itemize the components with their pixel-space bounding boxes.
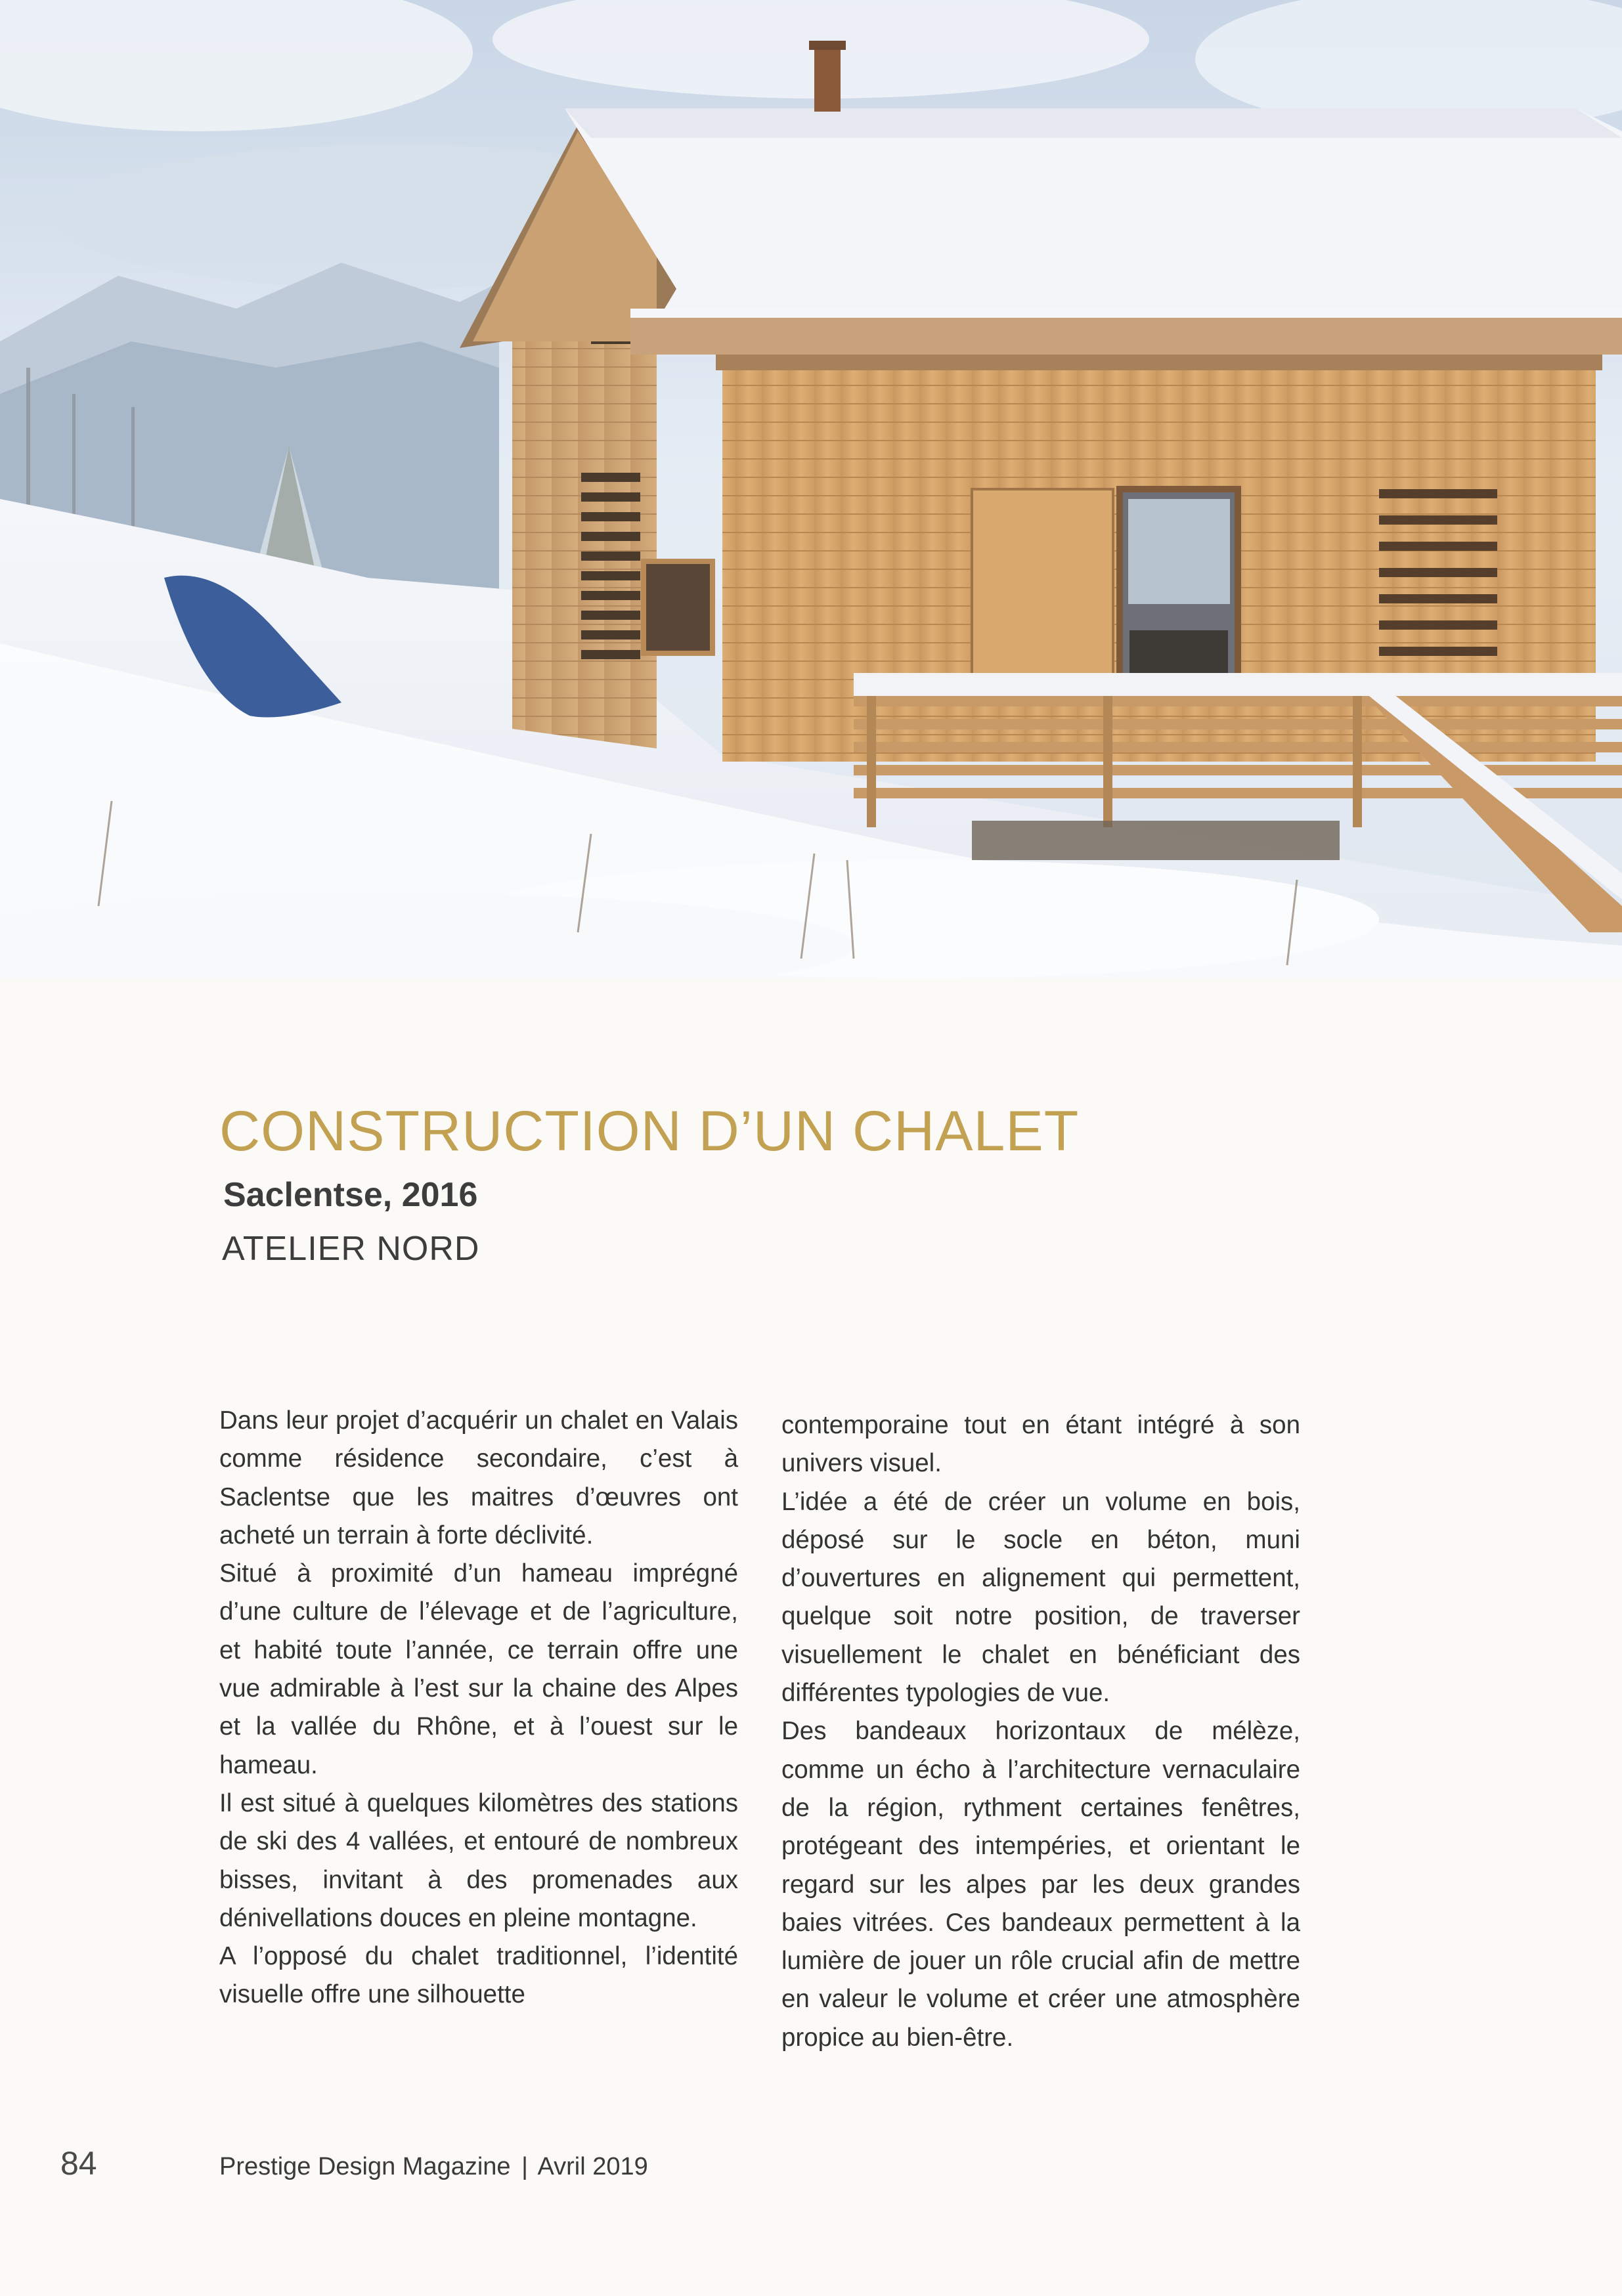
- paragraph: A l’opposé du chalet traditionnel, l’identité visuelle offre une silhouette: [219, 1942, 738, 2009]
- body-column-left: [219, 1402, 738, 2014]
- article-title: CONSTRUCTION D’UN CHALET: [219, 1100, 1080, 1163]
- article-studio: ATELIER NORD: [222, 1230, 480, 1268]
- magazine-name: Prestige Design Magazine: [219, 2153, 511, 2180]
- page-number: 84: [60, 2145, 97, 2182]
- paragraph: Des bandeaux horizontaux de mélèze, comme un écho à l’architecture vernaculaire de la région, rythment certaines fenêtres, protégeant des intempéries, et orientant le regard sur les alpes par les deux grandes baies vitrées. Ces bandeaux permettent à la lumière de jouer un rôle crucial afin de mettre en valeur le volume et créer une atmosphère propice au bien-être.: [781, 1717, 1300, 2052]
- issue-date: Avril 2019: [537, 2153, 648, 2180]
- footer-separator: |: [521, 2153, 529, 2180]
- paragraph: Dans leur projet d’acquérir un chalet en Valais comme résidence secondaire, c’est à Saclentse que les maitres d’œuvres ont acheté un terrain à forte déclivité.: [219, 1406, 738, 1549]
- magazine-footer: [219, 2154, 648, 2179]
- paragraph: contemporaine tout en étant intégré à son univers visuel.: [781, 1411, 1300, 1478]
- paragraph: Il est situé à quelques kilomètres des stations de ski des 4 vallées, et entouré de nombreux bisses, invitant à des promenades aux dénivellations douces en pleine montagne.: [219, 1788, 738, 1932]
- paragraph: L’idée a été de créer un volume en bois, déposé sur le socle en béton, muni d’ouvertures en alignement qui permettent, quelque soit notre position, de traverser visuellement le chalet en bénéficiant des différentes typologies de vue.: [781, 1487, 1300, 1708]
- body-column-right: [781, 1406, 1300, 2057]
- article-header: [219, 1100, 1080, 1268]
- paragraph: Situé à proximité d’un hameau imprégné d’une culture de l’élevage et de l’agriculture, et habité toute l’année, ce terrain offre une vue admirable à l’est sur la chaine des Alpes et la vallée du Rhône, et à l’ouest sur le hameau.: [219, 1559, 738, 1779]
- chalet-photo: [0, 0, 1622, 978]
- article-subtitle: Saclentse, 2016: [223, 1176, 478, 1214]
